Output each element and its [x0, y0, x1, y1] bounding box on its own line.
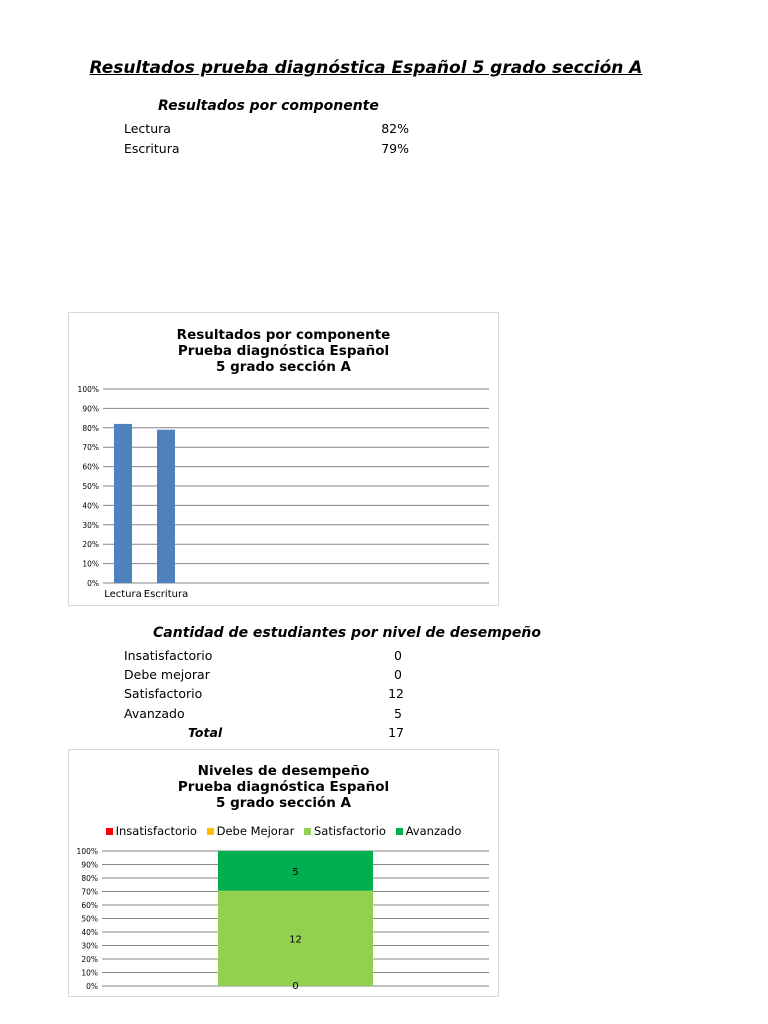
chart-componentes: [68, 312, 499, 606]
chart-niveles-data-label-zero: 0: [292, 981, 299, 992]
chart-componentes-ytick: 0%: [87, 579, 99, 588]
chart-componentes-title-line-2: Prueba diagnóstica Español: [177, 343, 390, 359]
chart-componentes-title-line-3: 5 grado sección A: [215, 359, 352, 375]
chart-niveles-title-line-2: Prueba diagnóstica Español: [177, 779, 390, 795]
componente-label-escritura: Escritura: [124, 141, 180, 156]
chart-niveles-ytick: 40%: [81, 928, 98, 937]
chart-componentes-xtick: Escritura: [143, 589, 189, 600]
chart-componentes-ytick: 80%: [82, 423, 99, 433]
desempeno-value-satisfactorio: 12: [388, 686, 404, 701]
chart-niveles-data-label: 12: [289, 934, 302, 946]
chart-componentes-ytick: 30%: [82, 520, 99, 530]
chart-componentes-ytick: 100%: [77, 385, 99, 394]
chart-niveles: [68, 749, 499, 997]
chart-componentes-ytick: 10%: [82, 559, 99, 569]
chart-componentes-ytick: 20%: [82, 540, 99, 550]
desempeno-heading: Cantidad de estudiantes por nivel de desempeño: [153, 625, 541, 641]
chart-niveles-ytick: 0%: [86, 982, 98, 991]
desempeno-label-insatisfactorio: Insatisfactorio: [124, 648, 213, 663]
desempeno-value-avanzado: 5: [394, 706, 402, 721]
chart-componentes-ytick: 70%: [82, 443, 99, 453]
desempeno-total-label: Total: [188, 725, 223, 740]
chart-niveles-data-label: 5: [292, 866, 299, 878]
legend-label-debe-mejorar: Debe Mejorar: [216, 824, 295, 838]
componente-label-lectura: Lectura: [124, 121, 171, 136]
chart-niveles-ytick: 70%: [81, 887, 98, 897]
componente-value-escritura: 79%: [381, 141, 409, 156]
legend-label-avanzado: Avanzado: [405, 824, 462, 838]
chart-componentes-bar: [114, 424, 132, 583]
chart-componentes-ytick: 40%: [82, 501, 99, 511]
chart-componentes-plot: [69, 313, 498, 605]
chart-niveles-ytick: 90%: [81, 860, 98, 870]
chart-componentes-xtick: Lectura: [104, 589, 142, 600]
chart-componentes-ytick: 90%: [82, 404, 99, 414]
chart-componentes-title-line-1: Resultados por componente: [176, 327, 391, 343]
componente-value-lectura: 82%: [381, 121, 409, 136]
chart-componentes-bar: [157, 430, 175, 583]
chart-niveles-title-line-1: Niveles de desempeño: [197, 763, 370, 779]
chart-niveles-ytick: 80%: [81, 874, 98, 883]
chart-niveles-ytick: 10%: [81, 968, 98, 978]
chart-niveles-ytick: 60%: [81, 901, 98, 910]
legend-label-satisfactorio: Satisfactorio: [313, 824, 386, 838]
desempeno-total-value: 17: [388, 725, 404, 740]
chart-niveles-ytick: 50%: [81, 914, 98, 924]
desempeno-label-debe-mejorar: Debe mejorar: [124, 667, 210, 682]
legend-label-insatisfactorio: Insatisfactorio: [115, 824, 197, 838]
chart-niveles-plot: [69, 750, 498, 996]
chart-niveles-ytick: 30%: [81, 941, 98, 951]
desempeno-label-satisfactorio: Satisfactorio: [124, 686, 203, 701]
desempeno-value-insatisfactorio: 0: [394, 648, 402, 663]
desempeno-value-debe-mejorar: 0: [394, 667, 402, 682]
desempeno-label-avanzado: Avanzado: [124, 706, 185, 721]
chart-niveles-ytick: 20%: [81, 955, 98, 964]
componentes-heading: Resultados por componente: [158, 98, 379, 114]
chart-componentes-ytick: 50%: [82, 482, 99, 491]
chart-niveles-ytick: 100%: [76, 847, 98, 856]
chart-niveles-title-line-3: 5 grado sección A: [215, 795, 352, 811]
document-title: Resultados prueba diagnóstica Español 5 grado sección A: [89, 58, 643, 78]
chart-componentes-ytick: 60%: [82, 462, 99, 472]
